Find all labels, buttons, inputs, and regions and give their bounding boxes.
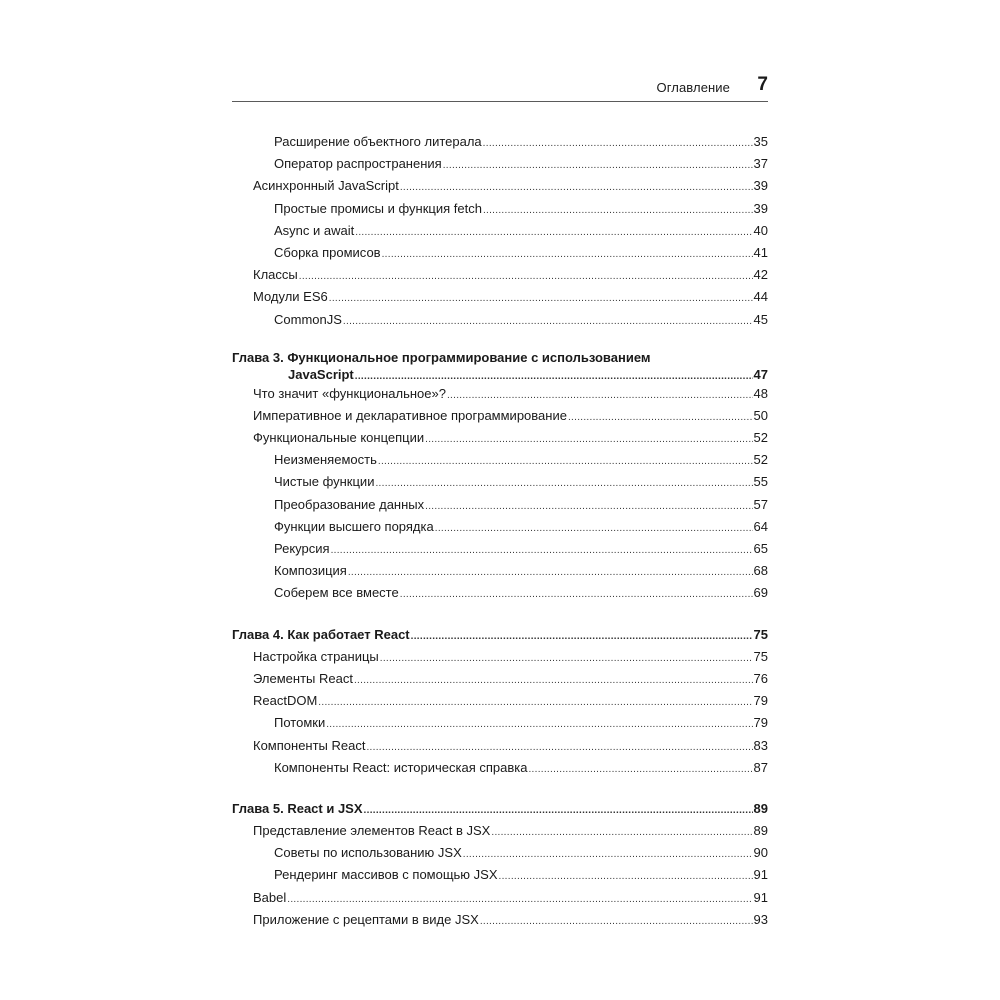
leader-dots [287,889,752,911]
toc-entry [232,668,768,690]
leader-dots [425,429,752,451]
toc-entry [232,471,768,493]
toc-entry [232,383,768,405]
toc-entry-label: Императивное и декларативное программирование [253,407,567,423]
leader-dots [491,822,752,844]
table-of-contents [232,131,768,931]
page-number: 7 [757,74,768,95]
toc-entry-label: Функции высшего порядка [274,518,434,534]
chapter-4-entry [232,624,768,646]
leader-dots [528,759,752,781]
chapter-spacer [232,605,768,624]
toc-entry-label: Async и await [274,222,355,238]
toc-entry-page: 69 [753,585,768,601]
toc-entry [232,405,768,427]
toc-entry-page: 39 [753,200,768,216]
toc-entry-label: Простые промисы и функция fetch [274,200,482,216]
toc-entry-page: 75 [753,648,768,664]
toc-entry-page: 79 [753,693,768,709]
toc-entry [232,131,768,153]
toc-entry-page: 57 [753,496,768,512]
toc-entry-page: 90 [753,845,768,861]
toc-entry [232,909,768,931]
leader-dots [326,714,752,736]
toc-entry [232,864,768,886]
chapter-5-page: 89 [753,800,768,816]
toc-entry [232,820,768,842]
toc-entry [232,516,768,538]
leader-dots [366,737,752,759]
toc-entry-label: Чистые функции [274,474,375,490]
toc-entry-page: 37 [753,156,768,172]
toc-entry-label: Соберем все вместе [274,585,399,601]
toc-entry-label: CommonJS [274,311,342,327]
chapter-spacer [232,779,768,798]
toc-entry [232,560,768,582]
toc-entry-page: 64 [753,518,768,534]
chapter-3-title-line2: JavaScript [288,366,354,382]
toc-entry [232,494,768,516]
leader-dots [568,407,753,429]
toc-entry-page: 91 [753,867,768,883]
toc-entry-page: 48 [753,385,768,401]
toc-entry-label: Модули ES6 [253,289,328,305]
chapter-5-entry [232,798,768,820]
leader-dots [343,311,753,333]
toc-entry [232,427,768,449]
leader-dots [318,692,752,714]
toc-entry [232,582,768,604]
toc-entry [232,175,768,197]
toc-entry-page: 41 [753,244,768,260]
leader-dots [378,451,753,473]
running-head-title: Оглавление [656,80,730,95]
toc-entry [232,198,768,220]
toc-entry [232,309,768,331]
toc-entry [232,887,768,909]
leader-dots [499,866,753,888]
toc-entry-page: 91 [753,889,768,905]
toc-entry [232,712,768,734]
toc-entry-label: Настройка страницы [253,648,379,664]
toc-entry-page: 39 [753,178,768,194]
leader-dots [447,385,753,407]
leader-dots [299,266,753,288]
leader-dots [331,540,753,562]
toc-entry-label: Рекурсия [274,541,330,556]
toc-entry-page: 45 [753,311,768,327]
chapter-3-page: 47 [753,366,768,382]
leader-dots [443,155,753,177]
toc-entry-label: Преобразование данных [274,496,425,512]
chapter-3-entry [232,366,768,383]
toc-entry [232,242,768,264]
leader-dots [364,800,753,822]
toc-entry-page: 68 [753,563,768,579]
toc-entry [232,735,768,757]
chapter-spacer [232,331,768,350]
chapter-3-title-line1: Глава 3. Функциональное программирование с использованием [232,349,651,365]
toc-entry-label: Оператор распространения [274,156,442,172]
leader-dots [348,562,753,584]
toc-entry-label: Приложение с рецептами в виде JSX [253,911,479,927]
toc-entry [232,153,768,175]
toc-entry-page: 44 [753,289,768,305]
toc-entry-page: 55 [753,474,768,490]
leader-dots [382,244,753,266]
page-header [232,76,768,100]
leader-dots [380,648,753,670]
toc-entry [232,538,768,560]
toc-entry-page: 93 [753,911,768,927]
toc-entry [232,757,768,779]
toc-entry-page: 52 [753,430,768,446]
toc-entry [232,220,768,242]
toc-entry-label: Композиция [274,563,347,579]
leader-dots [483,200,753,222]
toc-entry-label: Компоненты React: историческая справка [274,759,528,775]
toc-entry [232,264,768,286]
leader-dots [480,911,753,933]
leader-dots [329,288,753,310]
toc-entry-label: Расширение объектного литерала [274,134,482,149]
toc-entry [232,842,768,864]
leader-dots [483,133,753,155]
toc-entry-page: 42 [753,267,768,283]
toc-entry-label: Сборка промисов [274,244,381,260]
toc-entry-label: Асинхронный JavaScript [253,178,399,194]
toc-entry-label: Представление элементов React в JSX [253,823,491,839]
toc-entry-label: Что значит «функциональное»? [253,385,446,401]
leader-dots [355,222,752,244]
toc-entry-page: 40 [753,222,768,238]
toc-entry-page: 65 [753,541,768,556]
leader-dots [425,496,752,518]
toc-entry-label: Классы [253,267,298,283]
toc-entry-page: 76 [753,670,768,686]
toc-entry-page: 52 [753,452,768,468]
chapter-5-title: Глава 5. React и JSX [232,800,363,816]
toc-entry [232,449,768,471]
leader-dots [375,473,752,495]
leader-dots [354,670,753,692]
toc-entry-page: 83 [753,737,768,753]
toc-entry [232,690,768,712]
toc-entry-label: Функциональные концепции [253,430,425,446]
toc-entry-label: Babel [253,889,287,905]
toc-entry-label: Рендеринг массивов с помощью JSX [274,867,498,883]
toc-entry-page: 87 [753,759,768,775]
leader-dots [435,518,753,540]
header-rule [232,101,768,102]
leader-dots [400,584,753,606]
toc-entry [232,646,768,668]
leader-dots [463,844,753,866]
toc-entry-label: ReactDOM [253,693,318,709]
toc-entry-page: 35 [753,134,768,149]
chapter-4-page: 75 [753,626,768,642]
leader-dots [400,177,753,199]
toc-entry-page: 50 [753,407,768,423]
toc-entry-label: Потомки [274,715,326,731]
toc-entry-label: Компоненты React [253,737,366,753]
chapter-4-title: Глава 4. Как работает React [232,626,410,642]
toc-entry-page: 79 [753,715,768,731]
toc-entry-label: Элементы React [253,670,353,686]
toc-entry-label: Неизменяемость [274,452,377,468]
leader-dots [411,626,753,648]
toc-entry [232,286,768,308]
toc-entry-label: Советы по использованию JSX [274,845,462,861]
toc-entry-page: 89 [753,823,768,839]
